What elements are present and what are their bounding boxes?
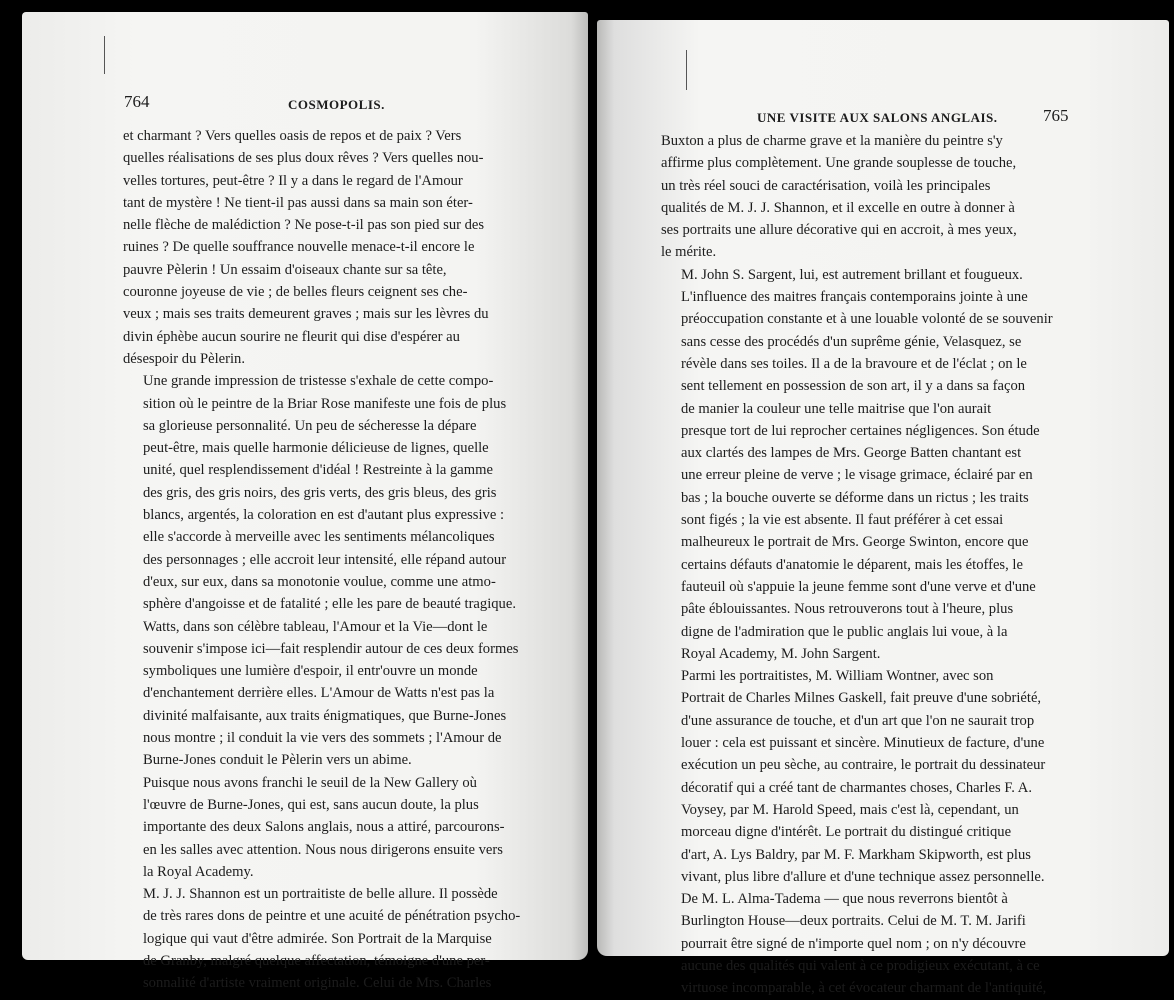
text-line: presque tort de lui reprocher certaines négligences. Son étude bbox=[681, 422, 1040, 439]
text-line: un très réel souci de caractérisation, voilà les principales bbox=[661, 177, 991, 194]
text-line: ruines ? De quelle souffrance nouvelle menace-t-il encore le bbox=[123, 239, 475, 256]
text-line: couronne joyeuse de vie ; de belles fleurs ceignent ses che- bbox=[123, 284, 468, 301]
paragraph bbox=[123, 125, 553, 370]
text-line: en les salles avec attention. Nous nous dirigerons ensuite vers bbox=[143, 841, 503, 858]
text-line: blancs, argentés, la coloration en est d'autant plus expressive : bbox=[143, 507, 505, 524]
paragraph bbox=[123, 370, 553, 615]
text-line: de très rares dons de peintre et une acuité de pénétration psycho- bbox=[143, 908, 521, 925]
text-line: tant de mystère ! Ne tient-il pas aussi dans sa main son éter- bbox=[123, 194, 473, 211]
text-line: l'œuvre de Burne-Jones, qui est, sans aucun doute, la plus bbox=[143, 796, 479, 813]
text-line: décoratif qui a créé tant de charmantes choses, Charles F. A. bbox=[681, 779, 1032, 796]
paragraph bbox=[661, 264, 1101, 665]
paragraph bbox=[661, 130, 1101, 264]
left-folio: 764 bbox=[124, 92, 150, 111]
paragraph bbox=[661, 665, 1101, 888]
text-line: Burne-Jones conduit le Pèlerin vers un abime. bbox=[143, 752, 412, 769]
right-running-head: UNE VISITE AUX SALONS ANGLAIS. bbox=[757, 110, 998, 125]
right-page bbox=[597, 20, 1169, 997]
text-line: importante des deux Salons anglais, nous a attiré, parcourons- bbox=[143, 819, 505, 836]
text-line: sont figés ; la vie est absente. Il faut préférer à cet essai bbox=[681, 512, 1004, 529]
text-line: sition où le peintre de la Briar Rose manifeste une fois de plus bbox=[143, 395, 507, 412]
text-line: de manier la couleur une telle maitrise que l'on aurait bbox=[681, 400, 992, 417]
text-line: une erreur pleine de verve ; le visage grimace, éclairé par en bbox=[681, 467, 1033, 484]
text-line: révèle dans ses toiles. Il a de la bravoure et de l'éclat ; on le bbox=[681, 355, 1027, 372]
text-line: le mérite. bbox=[661, 244, 717, 261]
text-line: peut-être, mais quelle harmonie délicieuse de lignes, quelle bbox=[143, 440, 489, 457]
text-line: louer : cela est puissant et sincère. Minutieux de facture, d'une bbox=[681, 735, 1045, 752]
text-line: nous montre ; il conduit la vie vers des sommets ; l'Amour de bbox=[143, 730, 502, 747]
left-text-block bbox=[123, 125, 553, 995]
text-line: Puisque nous avons franchi le seuil de la New Gallery où bbox=[143, 774, 477, 791]
text-line: divinité malfaisante, aux traits énigmatiques, que Burne-Jones bbox=[143, 707, 507, 724]
text-line: L'influence des maitres français contemporains jointe à une bbox=[681, 289, 1028, 306]
text-line: vivant, plus libre d'allure et d'une technique assez personnelle. bbox=[681, 868, 1045, 885]
text-line: affirme plus complètement. Une grande souplesse de touche, bbox=[661, 155, 1017, 172]
text-line: aucune des qualités qui valent à ce prodigieux exécutant, à ce bbox=[681, 957, 1040, 974]
margin-mark bbox=[104, 36, 105, 74]
text-line: souvenir s'impose ici—fait resplendir autour de ces deux formes bbox=[143, 640, 519, 657]
text-line: Buxton a plus de charme grave et la manière du peintre s'y bbox=[661, 133, 1003, 149]
text-line: pâte éblouissantes. Nous retrouverons tout à l'heure, plus bbox=[681, 601, 1014, 618]
text-line: aux clartés des lampes de Mrs. George Batten chantant est bbox=[681, 445, 1022, 462]
text-line: Royal Academy, M. John Sargent. bbox=[681, 645, 881, 662]
text-line: digne de l'admiration que le public anglais lui voue, à la bbox=[681, 623, 1008, 640]
right-text-block bbox=[661, 130, 1101, 1000]
text-line: désespoir du Pèlerin. bbox=[123, 350, 245, 367]
text-line: Portrait de Charles Milnes Gaskell, fait preuve d'une sobriété, bbox=[681, 690, 1042, 707]
text-line: bas ; la bouche ouverte se déforme dans un rictus ; les traits bbox=[681, 489, 1029, 506]
text-line: sphère d'angoisse et de fatalité ; elle les pare de beauté tragique. bbox=[143, 596, 516, 613]
text-line: Une grande impression de tristesse s'exhale de cette compo- bbox=[143, 373, 494, 390]
text-line: préoccupation constante et à une louable volonté de se souvenir bbox=[681, 311, 1053, 328]
left-running-head: COSMOPOLIS. bbox=[288, 97, 385, 112]
text-line: ses portraits une allure décorative qui en accroit, à mes yeux, bbox=[661, 222, 1017, 239]
text-line: d'eux, sur eux, dans sa monotonie voulue, comme une atmo- bbox=[143, 573, 496, 590]
paragraph bbox=[661, 888, 1101, 999]
text-line: M. John S. Sargent, lui, est autrement brillant et fougueux. bbox=[681, 266, 1023, 283]
text-line: velles tortures, peut-être ? Il y a dans le regard de l'Amour bbox=[123, 172, 463, 189]
text-line: qualités de M. J. J. Shannon, et il excelle en outre à donner à bbox=[661, 199, 1015, 216]
text-line: et charmant ? Vers quelles oasis de repos et de paix ? Vers bbox=[123, 128, 462, 144]
text-line: sent tellement en possession de son art, il y a dans sa façon bbox=[681, 378, 1026, 395]
text-line: De M. L. Alma-Tadema — que nous reverrons bientôt à bbox=[681, 891, 1008, 908]
text-line: morceau digne d'intérêt. Le portrait du distingué critique bbox=[681, 824, 1012, 841]
text-line: des gris, des gris noirs, des gris verts, des gris bleus, des gris bbox=[143, 484, 497, 501]
text-line: fauteuil où s'appuie la jeune femme sont d'une verve et d'une bbox=[681, 578, 1036, 595]
text-line: pauvre Pèlerin ! Un essaim d'oiseaux chante sur sa tête, bbox=[123, 261, 447, 278]
text-line: Burlington House—deux portraits. Celui de M. T. M. Jarifi bbox=[681, 913, 1026, 930]
text-line: sa glorieuse personnalité. Un peu de sécheresse la dépare bbox=[143, 417, 477, 434]
text-line: divin éphèbe aucun sourire ne fleurit qui dise d'espérer au bbox=[123, 328, 460, 345]
margin-mark bbox=[686, 50, 687, 90]
text-line: quelles réalisations de ses plus doux rêves ? Vers quelles nou- bbox=[123, 150, 484, 167]
text-line: M. J. J. Shannon est un portraitiste de belle allure. Il possède bbox=[143, 886, 498, 903]
text-line: virtuose incomparable, à cet évocateur charmant de l'antiquité, bbox=[681, 980, 1047, 997]
paragraph bbox=[123, 616, 553, 772]
paragraph bbox=[123, 883, 553, 994]
text-line: la Royal Academy. bbox=[143, 863, 254, 880]
text-line: elle s'accorde à merveille avec les sentiments mélancoliques bbox=[143, 529, 495, 546]
text-line: d'art, A. Lys Baldry, par M. F. Markham Skipworth, est plus bbox=[681, 846, 1031, 863]
paragraph bbox=[123, 772, 553, 883]
text-line: nelle flèche de malédiction ? Ne pose-t-il pas son pied sur des bbox=[123, 217, 485, 234]
text-line: sonnalité d'artiste vraiment originale. Celui de Mrs. Charles bbox=[143, 975, 492, 992]
text-line: veux ; mais ses traits demeurent graves ; mais sur les lèvres du bbox=[123, 306, 489, 323]
text-line: Voysey, par M. Harold Speed, mais c'est là, cependant, un bbox=[681, 801, 1019, 818]
text-line: unité, quel resplendissement d'idéal ! Restreinte à la gamme bbox=[143, 462, 493, 479]
right-folio: 765 bbox=[1043, 106, 1069, 125]
text-line: malheureux le portrait de Mrs. George Swinton, encore que bbox=[681, 534, 1029, 551]
text-line: logique qui vaut d'être admirée. Son Portrait de la Marquise bbox=[143, 930, 492, 947]
text-line: exécution un peu sèche, au contraire, le portrait du dessinateur bbox=[681, 757, 1046, 774]
text-line: Watts, dans son célèbre tableau, l'Amour et la Vie—dont le bbox=[143, 618, 488, 635]
text-line: pourrait être signé de n'importe quel nom ; on n'y découvre bbox=[681, 935, 1026, 952]
text-line: d'une assurance de touche, et d'un art que l'on ne saurait trop bbox=[681, 712, 1035, 729]
text-line: certains défauts d'anatomie le déparent, mais les étoffes, le bbox=[681, 556, 1023, 573]
text-line: Parmi les portraitistes, M. William Wontner, avec son bbox=[681, 668, 994, 685]
text-line: des personnages ; elle accroit leur intensité, elle répand autour bbox=[143, 551, 507, 568]
text-line: d'enchantement derrière elles. L'Amour de Watts n'est pas la bbox=[143, 685, 495, 702]
text-line: sans cesse des procédés d'un suprême génie, Velasquez, se bbox=[681, 333, 1022, 350]
text-line: de Granby, malgré quelque affectation, témoigne d'une per- bbox=[143, 952, 490, 969]
left-page bbox=[22, 12, 588, 992]
text-line: symboliques une lumière d'espoir, il entr'ouvre un monde bbox=[143, 663, 478, 680]
